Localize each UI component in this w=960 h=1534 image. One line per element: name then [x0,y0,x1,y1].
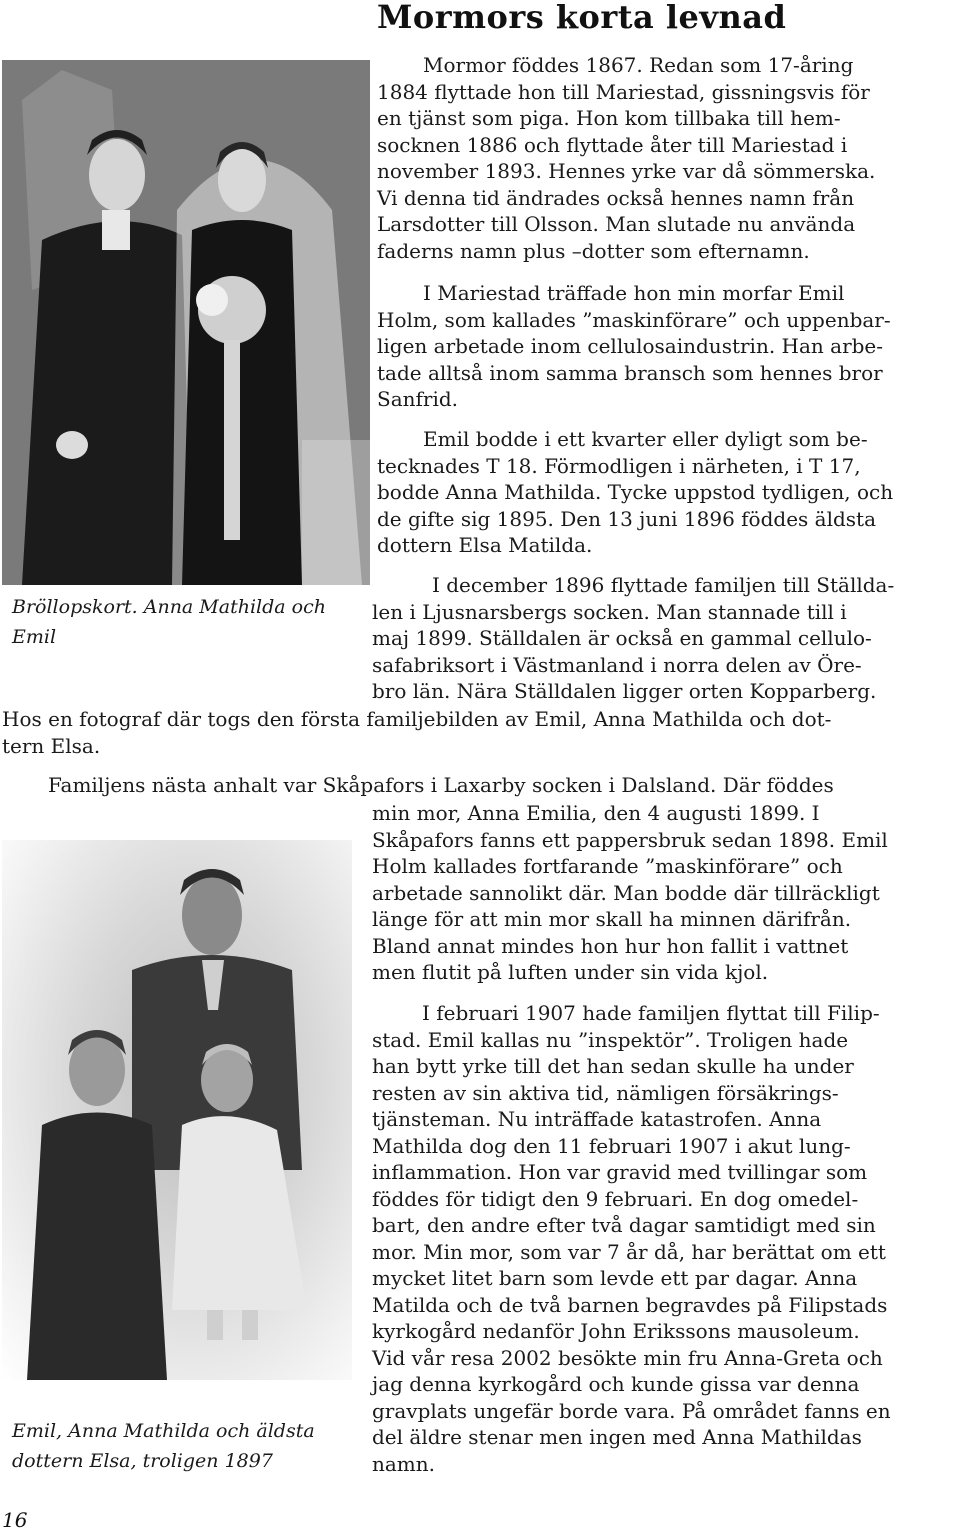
paragraph-1: Mormor föddes 1867. Redan som 17-åring 1884 flyttade hon till Mariestad, gissningsvis för en tjänst som piga. Hon kom tillbaka till hem- socknen 1886 och flyttade åter till Mariestad i november 1893. Hennes yrke var då sömmerska. Vi denna tid ändrades också hennes namn från Larsdotter till Olsson. Man slutade nu använda faderns namn plus –dotter som efternamn. [377,53,876,263]
page-number: 16 [2,1508,28,1532]
paragraph-6-lead: Familjens nästa anhalt var Skåpafors i Laxarby socken i Dalsland. Där föddes [48,773,834,797]
family-caption: Emil, Anna Mathilda och äldsta dottern Elsa, troligen 1897 [12,1420,315,1472]
family-photo [2,840,352,1380]
page-title: Mormors korta levnad [377,0,787,36]
wedding-photo [2,60,370,585]
paragraph-5: Hos en fotograf där togs den första familjebilden av Emil, Anna Mathilda och dot- tern Elsa. [2,707,832,758]
paragraph-2: I Mariestad träffade hon min morfar Emil Holm, som kallades ”maskinförare” och uppenbar- ligen arbetade inom cellulosaindustrin. Han arbe- tade alltså inom samma bransch som hennes bror Sanfrid. [377,281,891,411]
paragraph-6: min mor, Anna Emilia, den 4 augusti 1899. I Skåpafors fanns ett pappersbruk sedan 1898. Emil Holm kallades fortfarande ”maskinförare” och arbetade sannolikt där. Man bodde där tillräckligt länge för att min mor skall ha minnen därifrån. Bland annat mindes hon hur hon fallit i vattnet men flutit på luften under sin vida kjol. [372,801,888,984]
paragraph-7: I februari 1907 hade familjen flyttat till Filip- stad. Emil kallas nu ”inspektör”. Troligen hade han bytt yrke till det han sedan skulle ha under resten av sin aktiva tid, nämligen försäkrings- tjänsteman. Nu inträffade katastrofen. Anna Mathilda dog den 11 februari 1907 i akut lung- inflammation. Hon var gravid med tvillingar som föddes för tidigt den 9 februari. En dog omedel- bart, den andre efter två dagar samtidigt med sin mor. Min mor, som var 7 år då, har berättat om ett mycket litet barn som levde ett par dagar. Anna Matilda och de två barnen begravdes på Filipstads kyrkogård nedanför John Erikssons mausoleum. Vid vår resa 2002 besökte min fru Anna-Greta och jag denna kyrkogård och kunde gissa var denna gravplats ungefär borde vara. På området fanns en del äldre stenar men ingen med Anna Mathildas namn. [372,1001,891,1476]
paragraph-4: I december 1896 flyttade familjen till Ställda- len i Ljusnarsbergs socken. Man stannade till i maj 1899. Ställdalen är också en gammal cellulo- safabriksort i Västmanland i norra delen av Öre- bro län. Nära Ställdalen ligger orten Kopparberg. [372,573,895,703]
paragraph-3: Emil bodde i ett kvarter eller dyligt som be- tecknades T 18. Förmodligen i närheten, i T 17, bodde Anna Mathilda. Tycke uppstod tydligen, och de gifte sig 1895. Den 13 juni 1896 föddes äldsta dottern Elsa Matilda. [377,427,894,557]
wedding-caption: Bröllopskort. Anna Mathilda och Emil [12,596,326,648]
